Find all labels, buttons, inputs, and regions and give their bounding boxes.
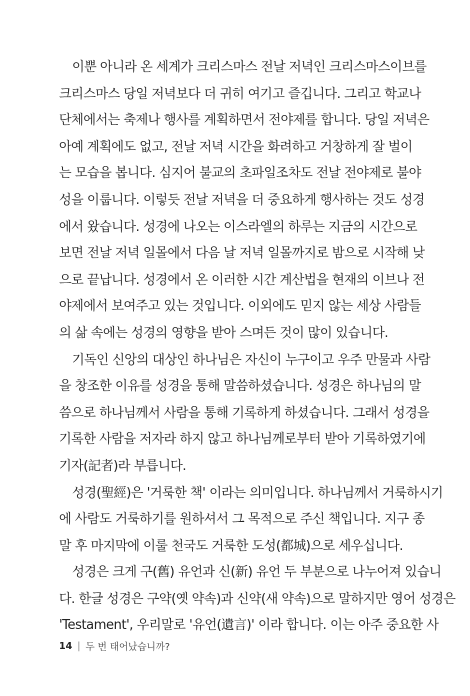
text-line: 단체에서는 축제나 행사를 계획하면서 전야제를 합니다. 당일 저녁은	[59, 113, 430, 129]
page-number: 14	[59, 640, 73, 652]
text-line: 을 창조한 이유를 성경을 통해 말씀하셨습니다. 성경은 하나님의 말	[59, 379, 421, 395]
text-line: 기록한 사람을 저자라 하지 않고 하나님께로부터 받아 기록하였기에	[59, 432, 426, 448]
page-footer	[59, 639, 170, 653]
paragraph	[59, 348, 431, 481]
paragraph	[59, 55, 430, 348]
text-line: 에서 왔습니다. 성경에 나오는 이스라엘의 하루는 지금의 시간으로	[59, 219, 418, 235]
text-line: 아예 계획에도 없고, 전날 저녁 시간을 화려하고 거창하게 잘 벌이	[59, 139, 413, 155]
text-line: 는 모습을 봅니다. 심지어 불교의 초파일조차도 전날 전야제로 불야	[59, 166, 421, 182]
footer-separator: |	[77, 640, 81, 652]
text-line: 기독인 신앙의 대상인 하나님은 자신이 누구이고 우주 만물과 사람	[72, 352, 431, 368]
text-line: 크리스마스 당일 저녁보다 더 귀히 여기고 즐깁니다. 그리고 학교나	[59, 86, 421, 102]
text-line: 야제에서 보여주고 있는 것입니다. 이외에도 믿지 않는 세상 사람들	[59, 299, 421, 315]
text-line: 으로 끝납니다. 성경에서 온 이러한 시간 계산법을 현재의 이브나 전	[59, 272, 425, 288]
paragraph	[59, 481, 443, 561]
text-line: 이뿐 아니라 온 세계가 크리스마스 전날 저녁인 크리스마스이브를	[72, 60, 427, 75]
body-text	[59, 55, 456, 640]
text-line: 에 사람도 거룩하기를 원하셔서 그 목적으로 주신 책입니다. 지구 종	[59, 512, 425, 528]
paragraph	[59, 560, 456, 640]
text-line: 성경은 크게 구(舊) 유언과 신(新) 유언 두 부분으로 나누어져 있습니	[72, 565, 442, 581]
text-line: 다. 한글 성경은 구약(옛 약속)과 신약(새 약속)으로 말하지만 영어 성경은	[59, 591, 456, 607]
text-line: 성경(聖經)은 '거룩한 책' 이라는 의미입니다. 하나님께서 거룩하시기	[72, 485, 443, 501]
text-line: 성을 이룹니다. 이렇듯 전날 저녁을 더 중요하게 행사하는 것도 성경	[59, 192, 425, 208]
text-line: 말 후 마지막에 이룰 천국도 거룩한 도성(都城)으로 세우십니다.	[59, 538, 404, 554]
text-line: 의 삶 속에는 성경의 영향을 받아 스며든 것이 많이 있습니다.	[59, 325, 389, 341]
text-line: 'Testament', 우리말로 '유언(遺言)' 이라 합니다. 이는 아주 중요한 사	[59, 618, 439, 634]
text-line: 씀으로 하나님께서 사람을 통해 기록하게 하셨습니다. 그래서 성경을	[59, 405, 430, 421]
text-line: 보면 전날 저녁 일몰에서 다음 날 저녁 일몰까지로 밤으로 시작해 낮	[59, 246, 425, 262]
running-title: 두 번 태어났습니까?	[85, 642, 170, 653]
text-line: 기자(記者)라 부릅니다.	[59, 458, 187, 474]
